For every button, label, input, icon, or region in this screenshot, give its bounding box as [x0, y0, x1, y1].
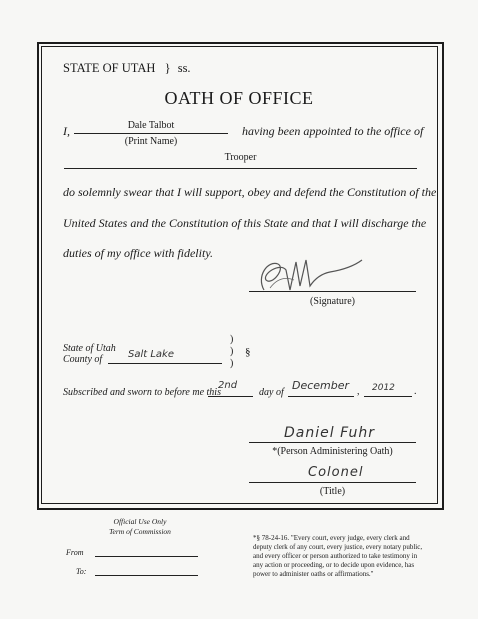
administrator-signature: Daniel Fuhr	[284, 425, 376, 441]
statute-line-1: *§ 78-24-16. "Every court, every judge, every clerk and	[253, 534, 410, 542]
month-line	[288, 396, 354, 397]
print-name-caption: (Print Name)	[124, 136, 178, 147]
state-heading	[63, 61, 191, 76]
date-period: .	[414, 386, 417, 397]
statute-line-4: any action or proceeding, or to decide upon evidence, has	[253, 561, 415, 569]
office-value: Trooper	[224, 152, 257, 163]
section-mark: §	[245, 346, 251, 358]
statute-line-2: deputy clerk of any court, every justice, every notary public,	[253, 543, 423, 551]
subscribed-lead: Subscribed and sworn to before me this	[63, 387, 221, 398]
state-label: STATE OF UTAH	[63, 61, 156, 75]
day-line	[208, 396, 253, 397]
date-comma: ,	[357, 386, 360, 397]
county-value: Salt Lake	[128, 349, 174, 360]
title-caption: (Title)	[319, 486, 346, 497]
county-line	[108, 363, 222, 364]
administrator-caption: *(Person Administering Oath)	[272, 446, 393, 457]
name-line	[74, 133, 228, 134]
office-line	[64, 168, 417, 169]
venue-state-label: State of Utah	[63, 343, 116, 354]
venue-paren-1: )	[230, 334, 234, 345]
inner-border	[41, 46, 438, 504]
venue-paren-2: )	[230, 346, 234, 357]
signature-caption: (Signature)	[310, 296, 355, 307]
from-line	[95, 556, 198, 557]
appointment-phrase: having been appointed to the office of	[242, 124, 424, 138]
to-label: To:	[76, 567, 87, 576]
printed-name-value: Dale Talbot	[127, 120, 175, 131]
to-line	[95, 575, 198, 576]
page-title: OATH OF OFFICE	[164, 88, 314, 108]
statute-line-5: power to administer oaths or affirmations."	[253, 570, 374, 578]
venue-paren-3: )	[230, 358, 234, 369]
administrator-title-value: Colonel	[308, 465, 364, 480]
month-value: December	[292, 379, 350, 392]
ss-label: ss.	[177, 61, 191, 75]
day-of-label: day of	[259, 387, 284, 398]
statute-line-3: and every officer or person authorized to take testimony in	[253, 552, 418, 560]
year-line	[364, 396, 412, 397]
administrator-line	[249, 442, 416, 443]
day-value: 2nd	[218, 380, 238, 391]
pronoun-label: I,	[63, 124, 70, 138]
term-label: Term of Commission	[109, 527, 171, 536]
oath-line-2: United States and the Constitution of this State and that I will discharge the	[63, 216, 427, 230]
signature-line	[249, 291, 416, 292]
from-label: From	[66, 548, 84, 557]
year-value: 2012	[372, 383, 395, 393]
venue-county-label: County of	[63, 354, 103, 365]
oath-line-3: duties of my office with fidelity.	[63, 246, 213, 260]
oath-line-1: do solemnly swear that I will support, obey and defend the Constitution of the	[63, 185, 437, 199]
state-brace: }	[164, 61, 171, 75]
official-use-label: Official Use Only	[113, 517, 167, 526]
title-line	[249, 482, 416, 483]
